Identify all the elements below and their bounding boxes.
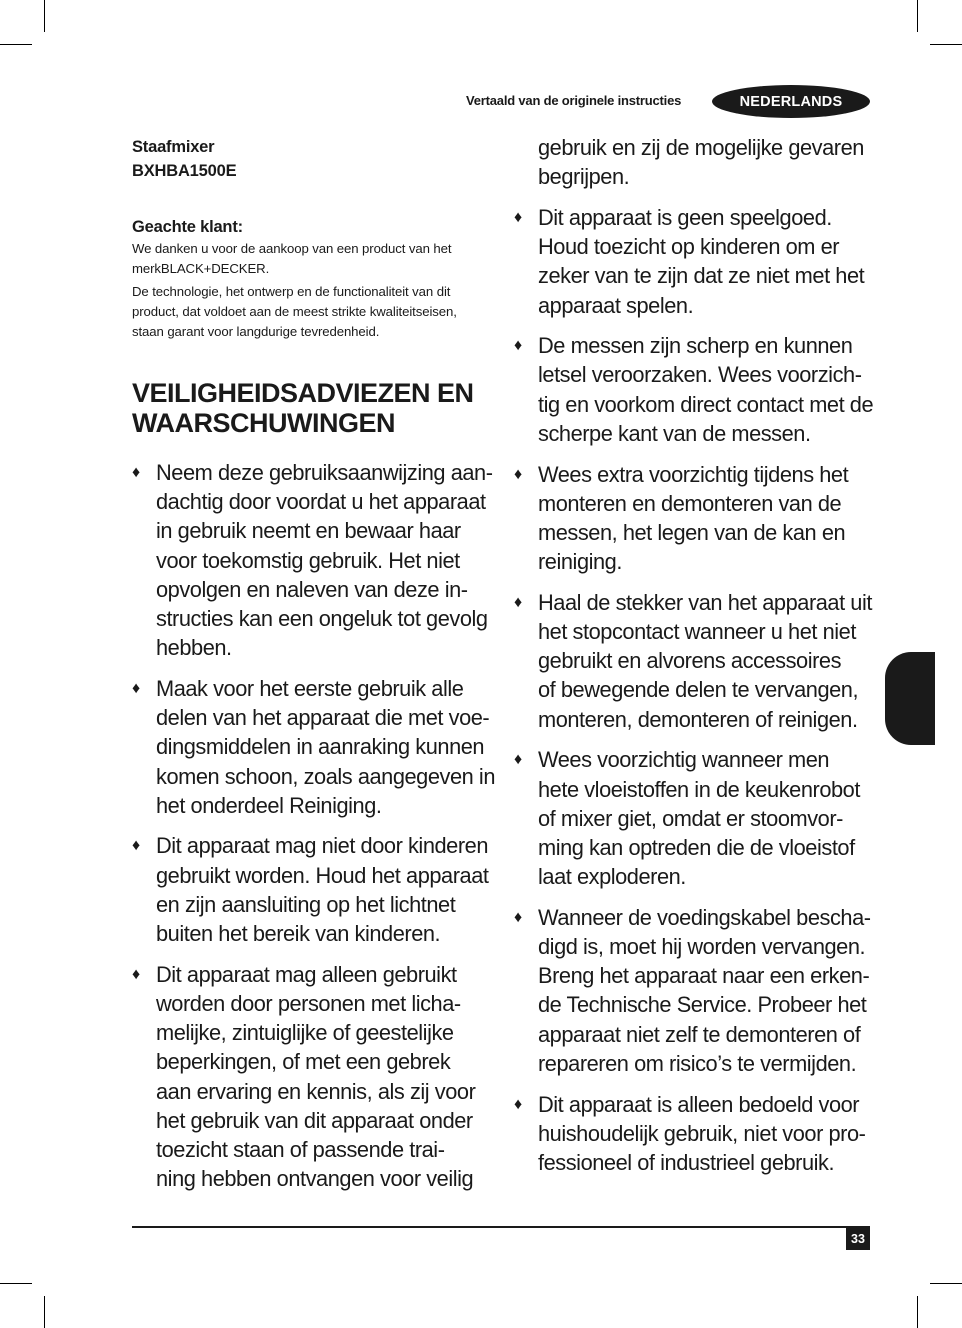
safety-item-line: het onderdeel Reiniging. bbox=[156, 792, 382, 818]
safety-item-line: in gebruik neemt en bewaar haar bbox=[156, 518, 461, 544]
safety-list-right bbox=[514, 203, 874, 1177]
crop-mark bbox=[0, 44, 32, 45]
language-badge: NEDERLANDS bbox=[712, 85, 870, 118]
crop-mark bbox=[917, 0, 918, 32]
safety-item-line: Dit apparaat is geen speelgoed. bbox=[538, 204, 832, 230]
left-column bbox=[132, 135, 495, 1205]
safety-item bbox=[514, 331, 874, 448]
safety-item bbox=[514, 745, 874, 891]
section-title bbox=[132, 378, 492, 438]
safety-item-line: Wees voorzichtig wanneer men bbox=[538, 747, 830, 773]
safety-item-line: Breng het apparaat naar een erken- bbox=[538, 963, 870, 989]
footer-rule bbox=[132, 1226, 870, 1228]
safety-item-line: hete vloeistoffen in de keukenrobot bbox=[538, 776, 860, 802]
bullet-diamond-icon: ♦ bbox=[514, 908, 522, 926]
section-title-line: WAARSCHUWINGEN bbox=[132, 408, 395, 438]
safety-item-line: ming kan optreden die de vloeistof bbox=[538, 834, 855, 860]
safety-item-line: de Technische Service. Probeer het bbox=[538, 992, 867, 1018]
section-title-line: VEILIGHEIDSADVIEZEN EN bbox=[132, 378, 474, 408]
safety-item bbox=[132, 674, 495, 820]
safety-item-line: Wanneer de voedingskabel bescha- bbox=[538, 904, 871, 930]
safety-item bbox=[514, 460, 874, 577]
bullet-diamond-icon: ♦ bbox=[132, 464, 140, 481]
bullet-diamond-icon: ♦ bbox=[514, 751, 522, 769]
safety-item-line: apparaat niet zelf te demonteren of bbox=[538, 1021, 861, 1047]
crop-mark bbox=[930, 44, 962, 45]
safety-item-line: reiniging. bbox=[538, 549, 622, 575]
safety-item bbox=[514, 1090, 874, 1178]
safety-item-line: opvolgen en naleven van deze in- bbox=[156, 576, 468, 602]
safety-item-line: Neem deze gebruiksaanwijzing aan- bbox=[156, 460, 493, 485]
safety-item-line: komen schoon, zoals aangegeven in bbox=[156, 763, 495, 789]
bullet-diamond-icon: ♦ bbox=[132, 837, 140, 855]
bullet-diamond-icon: ♦ bbox=[514, 465, 522, 483]
safety-item-line: het stopcontact wanneer u het niet bbox=[538, 619, 856, 645]
safety-item-line: gebruikt en alvorens accessoires bbox=[538, 648, 842, 674]
safety-item-line: monteren, demonteren of reinigen. bbox=[538, 706, 858, 732]
safety-item-line: ning hebben ontvangen voor veilig bbox=[156, 1166, 474, 1192]
safety-item-line: gebruikt worden. Houd het apparaat bbox=[156, 862, 489, 888]
translation-note: Vertaald van de originele instructies bbox=[466, 93, 682, 108]
safety-item-line: Haal de stekker van het apparaat uit bbox=[538, 589, 872, 615]
safety-item-line: digd is, moet hij worden vervangen. bbox=[538, 934, 866, 960]
safety-item-line: messen, het legen van de kan en bbox=[538, 519, 846, 545]
page-number: 33 bbox=[846, 1228, 870, 1250]
right-column bbox=[514, 133, 874, 1189]
crop-mark bbox=[0, 1283, 32, 1284]
bullet-diamond-icon: ♦ bbox=[514, 337, 522, 355]
safety-item-line: buiten het bereik van kinderen. bbox=[156, 921, 441, 947]
safety-item-line: dingsmiddelen in aanraking kunnen bbox=[156, 734, 485, 760]
greeting-title: Geachte klant: bbox=[132, 218, 243, 236]
safety-item bbox=[132, 960, 492, 1194]
safety-item-line: monteren en demonteren van de bbox=[538, 490, 842, 516]
bullet-diamond-icon: ♦ bbox=[514, 1095, 522, 1113]
intro-paragraph: De technologie, het ontwerp en de functionaliteit van dit product, dat voldoet aan de meest strikte kwaliteitseisen, staan garant voor langdurige tevredenheid. bbox=[132, 284, 457, 339]
safety-item-line: Dit apparaat mag alleen gebruikt bbox=[156, 961, 457, 987]
safety-item-line: of mixer giet, omdat er stoomvor- bbox=[538, 805, 843, 831]
product-info bbox=[132, 135, 492, 183]
safety-item-line: aan ervaring en kennis, als zij voor bbox=[156, 1078, 476, 1104]
intro-paragraph: We danken u voor de aankoop van een product van het merkBLACK+DECKER. bbox=[132, 241, 452, 276]
safety-list-left bbox=[132, 458, 495, 1193]
crop-mark bbox=[44, 0, 45, 32]
chapter-tab bbox=[885, 652, 935, 745]
safety-item-line: De messen zijn scherp en kunnen bbox=[538, 333, 853, 359]
safety-item-line: delen van het apparaat die met voe- bbox=[156, 705, 490, 731]
safety-item-line: worden door personen met licha- bbox=[156, 990, 461, 1016]
safety-item bbox=[514, 203, 874, 320]
safety-item-line: apparaat spelen. bbox=[538, 292, 694, 318]
safety-item-line: Dit apparaat mag niet door kinderen bbox=[156, 833, 488, 859]
safety-item-line: Houd toezicht op kinderen om er bbox=[538, 234, 840, 260]
safety-item-line: en zijn aansluiting op het lichtnet bbox=[156, 891, 456, 917]
safety-item-line: letsel veroorzaken. Wees voorzich- bbox=[538, 362, 862, 388]
product-type: Staafmixer bbox=[132, 138, 215, 156]
safety-item bbox=[132, 458, 492, 662]
bullet-diamond-icon: ♦ bbox=[514, 208, 522, 226]
safety-item-line: structies kan een ongeluk tot gevolg bbox=[156, 606, 488, 632]
safety-item-line: tig en voorkom direct contact met de bbox=[538, 391, 874, 417]
crop-mark bbox=[917, 1296, 918, 1328]
bullet-diamond-icon: ♦ bbox=[132, 965, 140, 983]
safety-item-line: Maak voor het eerste gebruik alle bbox=[156, 675, 464, 701]
safety-item-line: huishoudelijk gebruik, niet voor pro- bbox=[538, 1120, 866, 1146]
continued-line: begrijpen. bbox=[538, 164, 630, 190]
continued-paragraph bbox=[514, 133, 874, 191]
safety-item bbox=[514, 903, 874, 1078]
safety-item-line: Wees extra voorzichtig tijdens het bbox=[538, 461, 849, 487]
safety-item-line: dachtig door voordat u het apparaat bbox=[156, 489, 486, 515]
crop-mark bbox=[44, 1296, 45, 1328]
safety-item-line: of bewegende delen te vervangen, bbox=[538, 677, 859, 703]
safety-item-line: fessioneel of industrieel gebruik. bbox=[538, 1150, 835, 1175]
safety-item-line: beperkingen, of met een gebrek bbox=[156, 1049, 451, 1075]
bullet-diamond-icon: ♦ bbox=[514, 593, 522, 611]
safety-item-line: repareren om risico’s te vermijden. bbox=[538, 1050, 857, 1076]
product-model: BXHBA1500E bbox=[132, 162, 237, 180]
safety-item-line: melijke, zintuiglijke of geestelijke bbox=[156, 1020, 454, 1046]
safety-item-line: laat exploderen. bbox=[538, 864, 686, 890]
safety-item-line: toezicht staan of passende trai- bbox=[156, 1136, 445, 1162]
safety-item-line: zeker van te zijn dat ze niet met het bbox=[538, 263, 865, 289]
safety-item-line: het gebruik van dit apparaat onder bbox=[156, 1107, 473, 1133]
safety-item-line: scherpe kant van de messen. bbox=[538, 420, 811, 446]
bullet-diamond-icon: ♦ bbox=[132, 679, 140, 697]
safety-item-line: voor toekomstig gebruik. Het niet bbox=[156, 547, 460, 573]
continued-line: gebruik en zij de mogelijke gevaren bbox=[538, 135, 864, 160]
safety-item bbox=[132, 831, 492, 948]
safety-item-line: hebben. bbox=[156, 635, 232, 661]
safety-item bbox=[514, 588, 874, 734]
safety-item-line: Dit apparaat is alleen bedoeld voor bbox=[538, 1091, 860, 1117]
crop-mark bbox=[930, 1283, 962, 1284]
